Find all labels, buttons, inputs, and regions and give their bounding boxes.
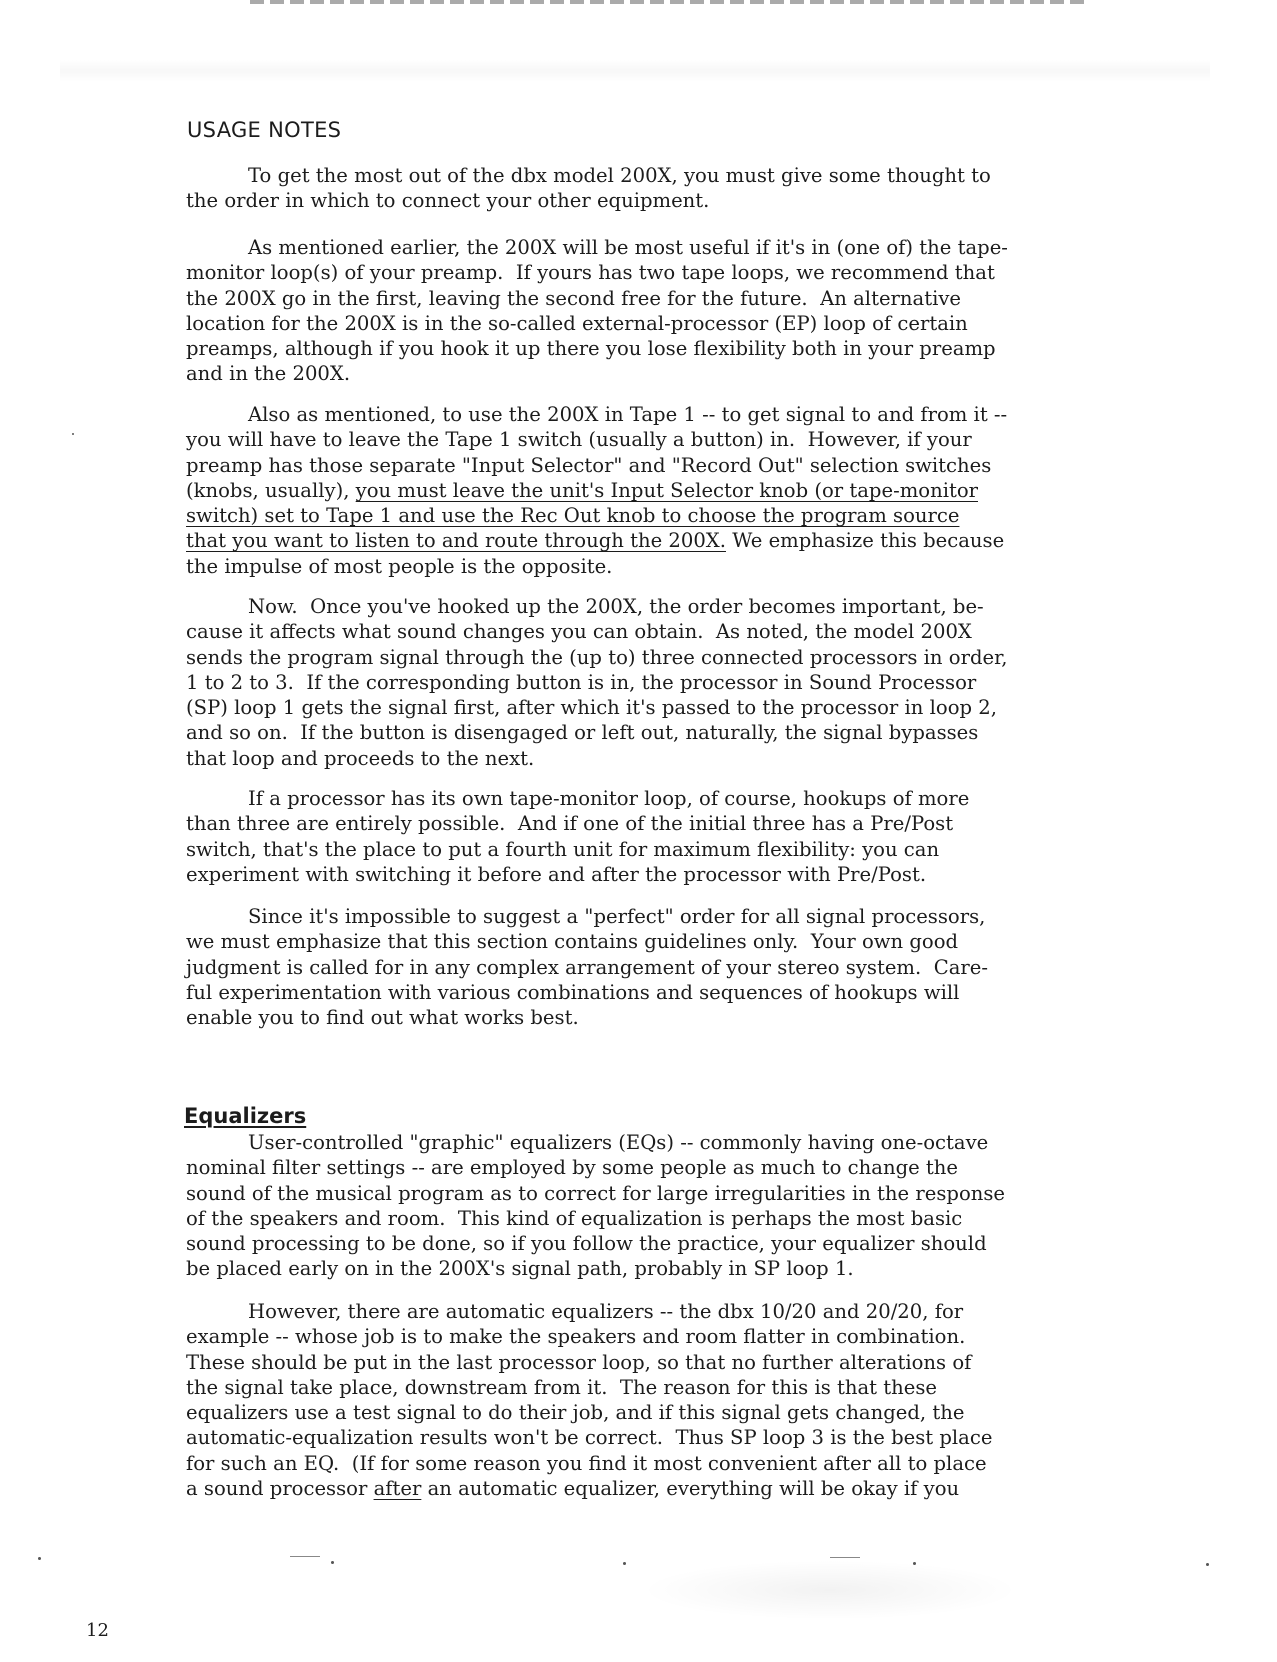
section-heading-equalizers: Equalizers (184, 1104, 307, 1128)
text-line: automatic-equalization results won't be correct. Thus SP loop 3 is the best place (186, 1426, 993, 1450)
text-line: the signal take place, downstream from it. The reason for this is that these (186, 1375, 938, 1399)
underlined-text: after (373, 1477, 422, 1501)
text-line: Since it's impossible to suggest a "perfect" order for all signal processors, (248, 905, 986, 928)
text-line: To get the most out of the dbx model 200X, you must give some thought to (248, 164, 991, 187)
text-line: ful experimentation with various combinations and sequences of hookups will (186, 980, 960, 1004)
text-segment: We emphasize this because (725, 529, 1005, 553)
text-line: for such an EQ. (If for some reason you find it most convenient after all to place (186, 1451, 987, 1475)
underlined-text: switch) set to Tape 1 and use the Rec Out knob to choose the program source (186, 504, 960, 528)
text-line: If a processor has its own tape-monitor loop, of course, hookups of more (248, 787, 970, 810)
scan-speck (331, 1561, 334, 1564)
text-line: preamps, although if you hook it up there you lose flexibility both in your preamp (186, 337, 996, 361)
text-line: sound of the musical program as to correct for large irregularities in the response (186, 1181, 1006, 1205)
text-line: (SP) loop 1 gets the signal first, after which it's passed to the processor in loop 2, (186, 696, 997, 720)
text-line: These should be put in the last processor loop, so that no further alterations of (186, 1350, 972, 1374)
text-line (186, 1476, 1126, 1501)
paragraph-intro (186, 163, 1126, 214)
text-line: cause it affects what sound changes you can obtain. As noted, the model 200X (186, 620, 972, 644)
top-edge-artifact (250, 0, 1090, 4)
paragraph-automatic-eq (186, 1299, 1126, 1501)
text-line: judgment is called for in any complex arrangement of your stereo system. Care- (186, 955, 988, 979)
scan-speck (623, 1562, 626, 1565)
text-line: and so on. If the button is disengaged or left out, naturally, the signal bypasses (186, 721, 979, 745)
text-line: monitor loop(s) of your preamp. If yours has two tape loops, we recommend that (186, 261, 995, 285)
text-line: nominal filter settings -- are employed by some people as much to change the (186, 1156, 959, 1180)
text-line: than three are entirely possible. And if one of the initial three has a Pre/Post (186, 812, 954, 836)
scan-smudge (640, 1560, 1020, 1620)
underlined-text: that you want to listen to and route through the 200X. (186, 529, 726, 553)
text-line: we must emphasize that this section contains guidelines only. Your own good (186, 930, 959, 954)
text-line: 1 to 2 to 3. If the corresponding button is in, the processor in Sound Processor (186, 670, 977, 694)
text-line (186, 503, 1126, 528)
text-line: be placed early on in the 200X's signal path, probably in SP loop 1. (186, 1257, 854, 1281)
text-line: the impulse of most people is the opposite. (186, 554, 613, 578)
paragraph-tape-monitor (186, 235, 1126, 387)
text-line: the 200X go in the first, leaving the second free for the future. An alternative (186, 286, 962, 310)
text-line: enable you to find out what works best. (186, 1006, 579, 1030)
scan-speck (1206, 1563, 1209, 1566)
text-line: of the speakers and room. This kind of equalization is perhaps the most basic (186, 1206, 963, 1230)
text-segment: an automatic equalizer, everything will be okay if you (421, 1477, 960, 1501)
text-line: sound processing to be done, so if you follow the practice, your equalizer should (186, 1232, 987, 1256)
page-number: 12 (86, 1620, 109, 1641)
text-line: sends the program signal through the (up to) three connected processors in order, (186, 645, 1008, 669)
text-line (186, 528, 1126, 553)
text-line: switch, that's the place to put a fourth unit for maximum flexibility: you can (186, 837, 940, 861)
text-line: you will have to leave the Tape 1 switch (usually a button) in. However, if your (186, 428, 972, 452)
paragraph-tape-switch (186, 402, 1126, 579)
page-heading: USAGE NOTES (187, 118, 342, 142)
text-line: location for the 200X is in the so-called external-processor (EP) loop of certain (186, 311, 968, 335)
text-line: that loop and proceeds to the next. (186, 746, 535, 770)
paragraph-graphic-eq (186, 1130, 1126, 1282)
text-line: the order in which to connect your other equipment. (186, 189, 710, 213)
text-line: Now. Once you've hooked up the 200X, the order becomes important, be- (248, 595, 984, 618)
text-line: User-controlled "graphic" equalizers (EQs) -- commonly having one-octave (248, 1131, 989, 1154)
text-line: example -- whose job is to make the speakers and room flatter in combination. (186, 1325, 966, 1349)
text-line: equalizers use a test signal to do their job, and if this signal gets changed, the (186, 1401, 965, 1425)
scan-mark (290, 1556, 320, 1557)
text-segment: (knobs, usually), (186, 478, 356, 502)
text-line: Also as mentioned, to use the 200X in Tape 1 -- to get signal to and from it -- (248, 403, 1008, 426)
text-line: and in the 200X. (186, 362, 351, 386)
paragraph-guidelines (186, 904, 1126, 1030)
scan-mark (830, 1557, 860, 1558)
text-line: However, there are automatic equalizers -- the dbx 10/20 and 20/20, for (248, 1300, 964, 1323)
paragraph-own-loop (186, 786, 1126, 887)
text-segment: a sound processor (186, 1477, 374, 1501)
scan-speck (913, 1562, 916, 1565)
text-line: As mentioned earlier, the 200X will be most useful if it's in (one of) the tape- (248, 236, 1008, 259)
scan-speck (72, 433, 74, 435)
scan-speck (38, 1557, 41, 1560)
text-line: experiment with switching it before and after the processor with Pre/Post. (186, 862, 927, 886)
text-line: preamp has those separate "Input Selector" and "Record Out" selection switches (186, 453, 992, 477)
underlined-text: you must leave the unit's Input Selector knob (or tape-monitor (355, 478, 978, 502)
text-line (186, 478, 1126, 503)
paragraph-order (186, 594, 1126, 771)
scan-smudge (60, 60, 1210, 82)
